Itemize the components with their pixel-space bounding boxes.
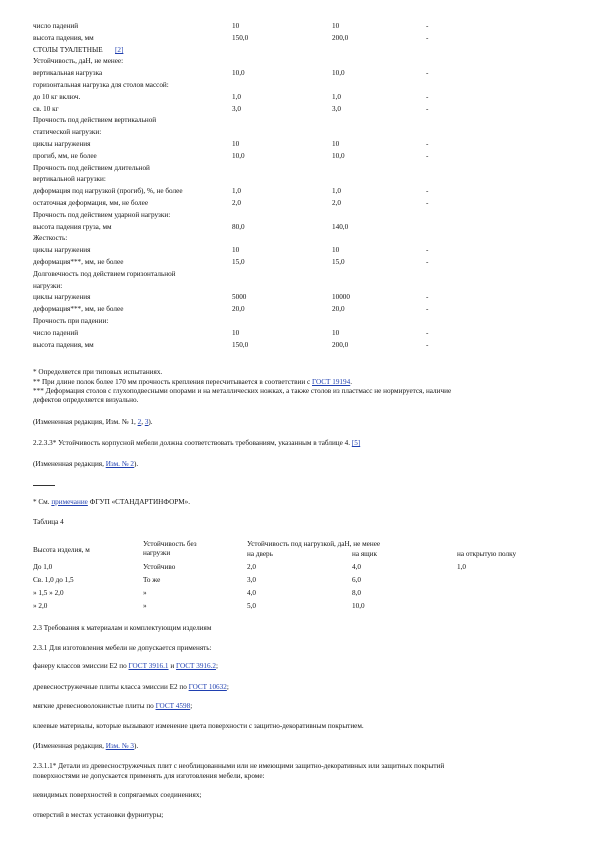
table-row-label: вертикальная нагрузка — [33, 69, 103, 78]
table-cell: 10 — [232, 140, 240, 148]
table-cell: 10 — [332, 328, 340, 337]
plywood-item: фанеру классов эмиссии Е2 по ГОСТ 3916.1 и ГОСТ 3916.2; — [33, 662, 218, 670]
gost-4598-link[interactable]: ГОСТ 4598 — [155, 702, 191, 710]
table-4-header-shelf: на открытую полку — [457, 550, 517, 558]
table-4-cell: 10,0 — [352, 602, 365, 610]
table-row-label: циклы нагружения — [33, 293, 91, 302]
table-cell: 10 — [232, 22, 240, 30]
note-deformation-line2: дефектов определяется визуально. — [33, 396, 139, 404]
amendment-3-link[interactable]: Изм. № 3 — [105, 742, 135, 750]
reference-5-link[interactable]: [5] — [351, 439, 361, 447]
table-4-cell: 4,0 — [247, 589, 256, 597]
table-4-cell: 2,0 — [247, 563, 256, 571]
table-row-label: Прочность под действием длительной — [33, 163, 150, 172]
table-cell: - — [426, 246, 429, 255]
chipboard-item: древесностружечные плиты класса эмиссии Е2 по ГОСТ 10632; — [33, 683, 229, 691]
table-4-cell: » — [143, 589, 147, 597]
table-row-label: прогиб, мм, не более — [33, 151, 97, 160]
table-row-label: Долговечность под действием горизонтальной — [33, 269, 176, 278]
table-4-header-load: Устойчивость под нагрузкой, даН, не менее — [247, 540, 381, 548]
table-cell: 200,0 — [332, 340, 349, 349]
table-4-header-box: на ящик — [352, 550, 378, 558]
table-cell: - — [426, 92, 429, 101]
paragraph-2-2-3-3: 2.2.3.3* Устойчивость корпусной мебели должна соответствовать требованиям, указанным в таблице 4. [5] — [33, 439, 361, 447]
table-cell: 2,0 — [332, 199, 341, 207]
gost-3916-2-link[interactable]: ГОСТ 3916.2 — [175, 662, 216, 670]
table-row-label: горизонтальная нагрузка для столов массой: — [33, 81, 169, 89]
table-row-label: Жесткость: — [33, 234, 68, 243]
amendment-2-link[interactable]: 2 — [137, 418, 142, 426]
table-4-cell: 1,0 — [457, 563, 466, 571]
table-cell: 15,0 — [232, 258, 245, 266]
revision-note-3: (Измененная редакция, Изм. № 3). — [33, 742, 139, 750]
gost-10632-link[interactable]: ГОСТ 10632 — [188, 683, 227, 691]
note-link[interactable]: примечание — [51, 498, 88, 506]
table-4-cell: 4,0 — [352, 563, 361, 571]
table-row-label: число падений — [33, 328, 79, 337]
table-4-header-height: Высота изделия, м — [33, 546, 90, 554]
table-cell: 150,0 — [232, 33, 249, 42]
table-4-cell: 8,0 — [352, 589, 361, 597]
table-cell: 10,0 — [232, 151, 245, 160]
table-4-header-stability: Устойчивость без — [143, 540, 197, 548]
exception-item-1: невидимых поверхностей в сопрягаемых соединениях; — [33, 791, 202, 799]
table-row-label: св. 10 кг — [33, 104, 59, 113]
table-cell: 15,0 — [332, 258, 345, 266]
table-cell: - — [426, 140, 429, 148]
table-cell: 10000 — [332, 293, 350, 302]
table-cell: 1,0 — [332, 92, 341, 101]
table-cell: 10 — [232, 328, 240, 337]
table-4-caption: Таблица 4 — [33, 518, 64, 526]
table-row-label: деформация***, мм, не более — [33, 258, 124, 266]
adhesives-item: клеевые материалы, которые вызывают изменение цвета поверхности с защитно-декоративным покрытием. — [33, 722, 364, 730]
table-cell: 20,0 — [332, 305, 345, 314]
table-cell: 80,0 — [232, 222, 245, 231]
table-cell: - — [426, 258, 429, 266]
paragraph-2-3-1-1-line2: поверхностями не допускается применять для изготовления мебели, кроме: — [33, 772, 265, 780]
table-cell: 1,0 — [232, 92, 241, 101]
table-row-label: СТОЛЫ ТУАЛЕТНЫЕ — [33, 45, 103, 54]
table-cell: - — [426, 340, 429, 349]
table-row-label: остаточная деформация, мм, не более — [33, 199, 149, 207]
table-4-cell: То же — [143, 576, 161, 584]
table-row-label: высота падения, мм — [33, 340, 94, 349]
table-cell: - — [426, 104, 429, 113]
fiberboard-item: мягкие древесноволокнистые плиты по ГОСТ 4598; — [33, 702, 193, 710]
table-cell: - — [426, 151, 429, 160]
amendment-2-link[interactable]: Изм. № 2 — [105, 460, 135, 468]
table-4-header-stability-2: нагрузки — [143, 549, 171, 557]
table-cell: 1,0 — [332, 187, 341, 196]
paragraph-2-3-1: 2.3.1 Для изготовления мебели не допускается применять: — [33, 644, 212, 652]
table-cell: 1,0 — [232, 187, 241, 196]
table-row-label: Устойчивость, даН, не менее: — [33, 57, 124, 66]
table-row-label: вертикальной нагрузки: — [33, 175, 106, 184]
table-row-label: циклы нагружения — [33, 140, 91, 148]
table-cell: 2,0 — [232, 199, 241, 207]
table-cell: 10 — [332, 22, 340, 30]
revision-note-1: (Измененная редакция, Изм. № 1, 2, 3). — [33, 418, 153, 426]
table-cell: - — [426, 69, 429, 78]
table-4-row-height: До 1,0 — [33, 563, 53, 571]
table-cell: 10,0 — [332, 151, 345, 160]
table-cell: 140,0 — [332, 222, 349, 231]
table-cell: 10 — [332, 140, 340, 148]
table-cell: - — [426, 22, 429, 30]
revision-note-2: (Измененная редакция, Изм. № 2). — [33, 460, 139, 468]
table-4-header-door: на дверь — [247, 550, 273, 558]
table-row-label: статической нагрузки: — [33, 128, 102, 137]
table-row-label: высота падения, мм — [33, 33, 94, 42]
table-cell: - — [426, 187, 429, 196]
table-cell: 200,0 — [332, 33, 349, 42]
table-4-row-height: Св. 1,0 до 1,5 — [33, 576, 74, 584]
table-row-label: циклы нагружения — [33, 246, 91, 255]
table-row-label: Прочность под действием вертикальной — [33, 116, 157, 125]
table-cell: 10 — [232, 246, 240, 255]
table-cell: - — [426, 33, 429, 42]
table-cell: 10 — [332, 246, 340, 255]
table-row-label: Прочность при падении: — [33, 317, 109, 325]
table-cell: 10,0 — [232, 69, 245, 78]
table-4-cell: 5,0 — [247, 602, 256, 610]
table-cell: 3,0 — [232, 104, 241, 113]
footnote-divider — [33, 485, 55, 486]
table-row-label: нагрузки: — [33, 281, 63, 290]
note-typical-tests: * Определяется при типовых испытаниях. — [33, 368, 163, 376]
reference-link[interactable]: [2] — [115, 45, 124, 54]
table-cell: 3,0 — [332, 104, 341, 113]
table-cell: 10,0 — [332, 69, 345, 78]
table-row-label: Прочность под действием ударной нагрузки: — [33, 210, 171, 219]
table-cell: - — [426, 305, 429, 314]
table-cell: 150,0 — [232, 340, 249, 349]
table-4-row-height: » 2,0 — [33, 602, 48, 610]
note-shelf-length: ** При длине полок более 170 мм прочность крепления пересчитывается в соответствии с ГОСТ 19194. — [33, 378, 353, 386]
amendment-3-link[interactable]: 3 — [144, 418, 149, 426]
table-cell: 20,0 — [232, 305, 245, 314]
footnote: * См. примечание ФГУП «СТАНДАРТИНФОРМ». — [33, 498, 191, 506]
note-deformation-line1: *** Деформация столов с глухоподвесными опорами и на металлических ножках, а также столов из пластмасс не нормируется, наличие — [33, 387, 452, 395]
table-cell: - — [426, 293, 429, 302]
table-4-cell: Устойчиво — [143, 563, 176, 571]
table-row-label: деформация под нагрузкой (прогиб), %, не более — [33, 187, 183, 196]
table-row-label: деформация***, мм, не более — [33, 305, 124, 314]
table-row-label: число падений — [33, 22, 79, 30]
exception-item-2: отверстий в местах установки фурнитуры; — [33, 811, 164, 819]
table-row-label: высота падения груза, мм — [33, 222, 112, 231]
table-cell: 5000 — [232, 293, 247, 302]
table-row-label: до 10 кг включ. — [33, 92, 81, 101]
table-4-cell: » — [143, 602, 147, 610]
section-2-3-heading: 2.3 Требования к материалам и комплектующим изделиям — [33, 624, 212, 632]
table-cell: - — [426, 328, 429, 337]
table-4-cell: 6,0 — [352, 576, 361, 584]
table-4-cell: 3,0 — [247, 576, 256, 584]
table-cell: - — [426, 199, 429, 207]
gost-3916-1-link[interactable]: ГОСТ 3916.1 — [128, 662, 169, 670]
paragraph-2-3-1-1-line1: 2.3.1.1* Детали из древесностружечных плит с необлицованными или не имеющими защитно-декоративных или защитных покрытий — [33, 762, 445, 770]
gost-19194-link[interactable]: ГОСТ 19194 — [312, 378, 351, 386]
table-4-row-height: » 1,5 » 2,0 — [33, 589, 64, 597]
